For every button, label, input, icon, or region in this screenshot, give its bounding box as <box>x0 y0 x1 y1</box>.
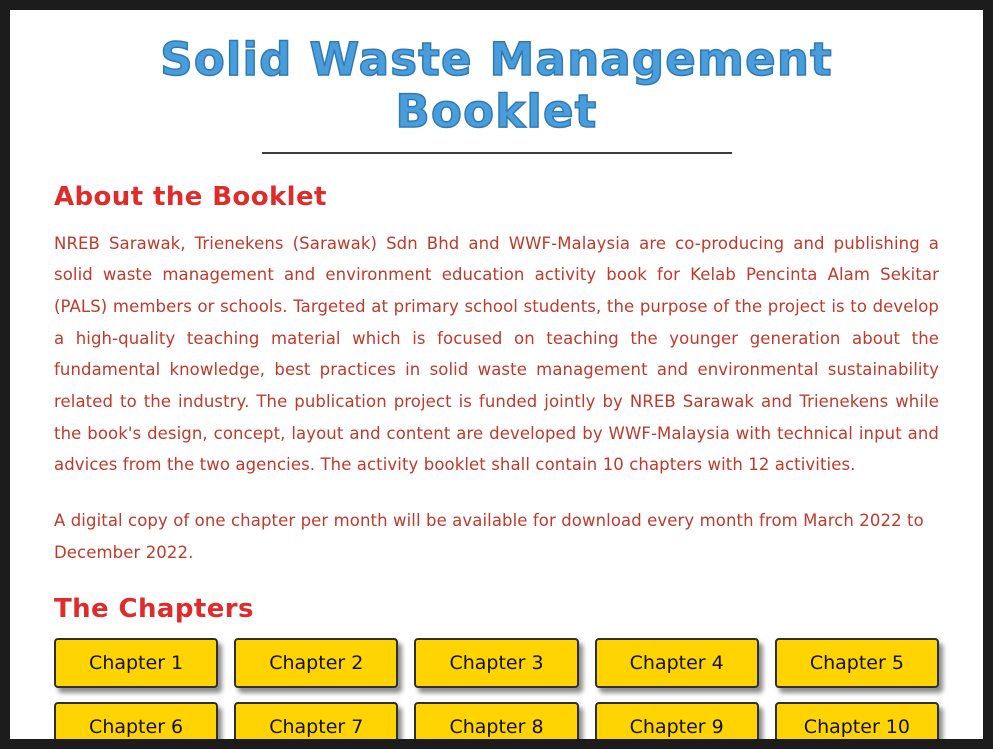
about-paragraph-1: NREB Sarawak, Trienekens (Sarawak) Sdn Bhd and WWF-Malaysia are co-producing and publishing a solid waste management and environment education activity book for Kelab Pencinta Alam Sekitar (PALS) members or schools. Targeted at primary school students, the purpose of the project is to develop a high-quality teaching material which is focused on teaching the younger generation about the fundamental knowledge, best practices in solid waste management and environmental sustainability related to the industry. The publication project is funded jointly by NREB Sarawak and Trienekens while the book's design, concept, layout and content are developed by WWF-Malaysia with technical input and advices from the two agencies. The activity booklet shall contain 10 chapters with 12 activities. <box>54 233 939 475</box>
section-heading-chapters: The Chapters <box>54 594 254 625</box>
chapter-button-6[interactable]: Chapter 6 <box>54 702 218 739</box>
page-title: Solid Waste Management Booklet <box>160 33 833 138</box>
about-paragraph-2: A digital copy of one chapter per month will be available for download every month from March 2022 to December 2022. <box>54 510 924 562</box>
chapter-button-9[interactable]: Chapter 9 <box>595 702 759 739</box>
page-content <box>10 10 983 739</box>
title-block <box>54 28 939 154</box>
chapter-button-10[interactable]: Chapter 10 <box>775 702 939 739</box>
chapter-button-7[interactable]: Chapter 7 <box>234 702 398 739</box>
chapter-button-1[interactable]: Chapter 1 <box>54 638 218 688</box>
chapter-button-3[interactable]: Chapter 3 <box>414 638 578 688</box>
chapter-button-grid <box>54 638 939 739</box>
chapter-button-8[interactable]: Chapter 8 <box>414 702 578 739</box>
section-heading-about: About the Booklet <box>54 181 327 212</box>
title-divider <box>262 152 732 154</box>
chapter-button-2[interactable]: Chapter 2 <box>234 638 398 688</box>
chapter-button-5[interactable]: Chapter 5 <box>775 638 939 688</box>
chapter-button-4[interactable]: Chapter 4 <box>595 638 759 688</box>
